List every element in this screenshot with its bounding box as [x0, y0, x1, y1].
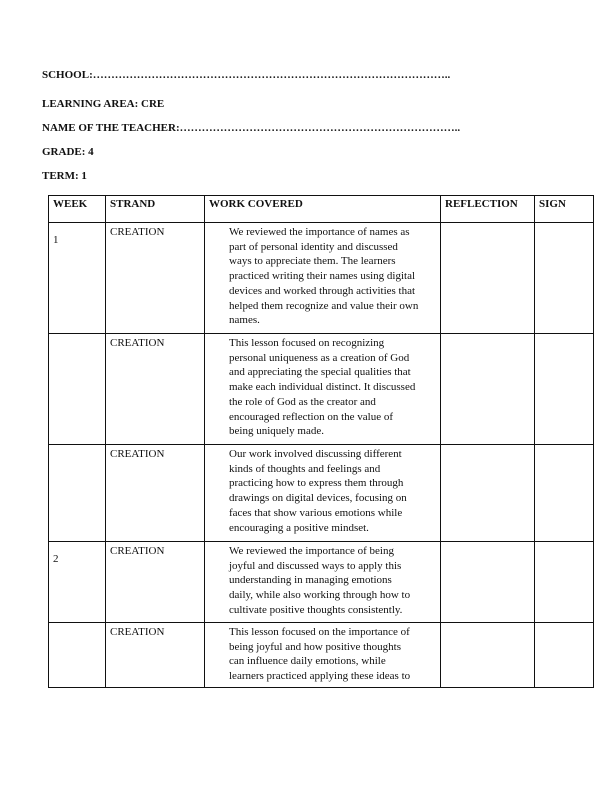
work-covered-cell [205, 623, 441, 688]
week-cell: 2 [49, 542, 106, 623]
strand-cell: CREATION [106, 334, 205, 445]
table-row [49, 223, 594, 334]
week-cell [49, 334, 106, 445]
school-field: SCHOOL:…………………………………………………………………………………….. [42, 69, 451, 81]
column-header-work-covered: WORK COVERED [205, 196, 441, 223]
sign-cell [535, 223, 594, 334]
column-header-strand: STRAND [106, 196, 205, 223]
column-header-reflection: REFLECTION [441, 196, 535, 223]
work-covered-line: joyful and discussed ways to apply this [229, 559, 402, 572]
work-covered-line: understanding in managing emotions [229, 574, 392, 587]
teacher-name-field: NAME OF THE TEACHER:………………………………………………………………….. [42, 122, 461, 134]
table-row [49, 623, 594, 688]
learning-area: LEARNING AREA: CRE [42, 98, 165, 110]
work-covered-line: We reviewed the importance of being [229, 545, 394, 557]
reflection-cell [441, 445, 535, 542]
week-cell [49, 445, 106, 542]
work-covered-line: This lesson focused on the importance of [229, 626, 410, 638]
grade: GRADE: 4 [42, 146, 94, 158]
work-covered-line: This lesson focused on recognizing [229, 337, 385, 349]
work-covered-line: daily, while also working through how to [229, 589, 411, 602]
work-covered-line: Our work involved discussing different [229, 448, 402, 460]
column-header-sign: SIGN [535, 196, 594, 223]
work-covered-line: the role of God as the creator and [229, 395, 376, 408]
work-covered-line: make each individual distinct. It discussed [229, 381, 416, 394]
week-cell: 1 [49, 223, 106, 334]
column-header-week: WEEK [49, 196, 106, 223]
sign-cell [535, 334, 594, 445]
reflection-cell [441, 334, 535, 445]
work-covered-table [48, 195, 594, 688]
table-row [49, 542, 594, 623]
reflection-cell [441, 623, 535, 688]
work-covered-cell [205, 334, 441, 445]
work-covered-line: devices and worked through activities that [229, 284, 416, 297]
work-covered-line: faces that show various emotions while [229, 506, 403, 519]
work-covered-cell [205, 445, 441, 542]
work-covered-line: cultivate positive thoughts consistently. [229, 603, 403, 616]
work-covered-line: part of personal identity and discussed [229, 240, 398, 253]
reflection-cell [441, 223, 535, 334]
work-covered-line: practicing how to express them through [229, 477, 404, 490]
work-covered-line: can influence daily emotions, while [229, 655, 386, 668]
work-covered-line: names. [229, 314, 260, 327]
work-covered-line: ways to appreciate them. The learners [229, 255, 396, 268]
strand-cell: CREATION [106, 223, 205, 334]
work-covered-line: We reviewed the importance of names as [229, 226, 410, 238]
work-covered-cell [205, 223, 441, 334]
strand-cell: CREATION [106, 542, 205, 623]
reflection-cell [441, 542, 535, 623]
table-header-row [49, 196, 594, 223]
work-covered-line: being uniquely made. [229, 425, 325, 438]
work-covered-line: encouraged reflection on the value of [229, 410, 394, 423]
work-covered-line: kinds of thoughts and feelings and [229, 462, 381, 475]
work-covered-line: learners practiced applying these ideas to [229, 670, 411, 683]
work-covered-line: personal uniqueness as a creation of God [229, 351, 410, 364]
work-covered-line: practiced writing their names using digital [229, 270, 416, 283]
term: TERM: 1 [42, 170, 87, 182]
work-covered-line: helped them recognize and value their own [229, 299, 419, 312]
work-covered-cell [205, 542, 441, 623]
strand-cell: CREATION [106, 445, 205, 542]
table-row [49, 445, 594, 542]
strand-cell: CREATION [106, 623, 205, 688]
work-covered-line: drawings on digital devices, focusing on [229, 492, 407, 505]
table-row [49, 334, 594, 445]
sign-cell [535, 542, 594, 623]
week-cell [49, 623, 106, 688]
work-covered-line: encouraging a positive mindset. [229, 521, 369, 534]
work-covered-line: and appreciating the special qualities that [229, 366, 411, 379]
sign-cell [535, 623, 594, 688]
work-covered-line: being joyful and how positive thoughts [229, 640, 402, 653]
sign-cell [535, 445, 594, 542]
